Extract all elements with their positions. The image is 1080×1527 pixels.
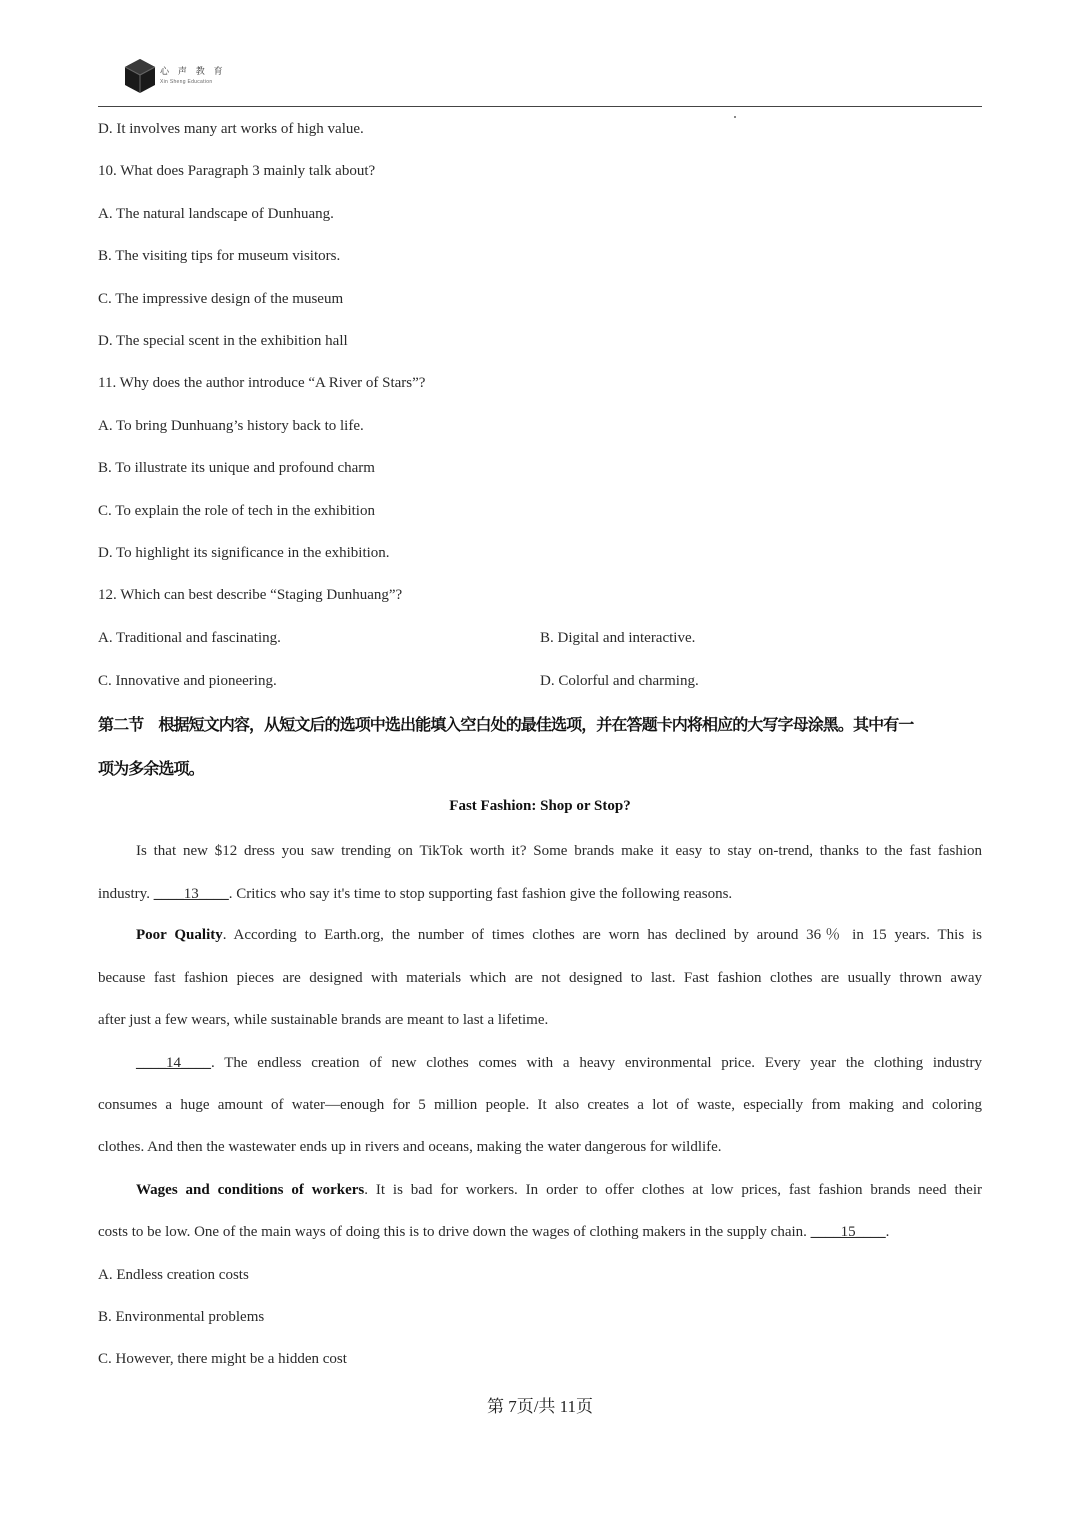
p4-heading: Wages and conditions of workers [136,1182,365,1198]
p1-line2 [98,884,732,904]
p3-line3: clothes. And then the wastewater ends up in rivers and oceans, making the water dangerous for wildlife. [98,1139,722,1155]
p4-line1 [136,1180,982,1200]
q10-question: 10. What does Paragraph 3 mainly talk about? [98,163,376,179]
logo-subtitle: Xin Sheng Education [160,79,213,85]
p1-line1: Is that new $12 dress you saw trending on TikTok worth it? Some brands make it easy to stay on-trend, thanks to the fast fashion [136,843,982,859]
logo-text: 心 声 教 育 [160,67,226,77]
q9-option-d: D. It involves many art works of high value. [98,121,364,137]
logo-cube-icon [124,58,156,94]
blank-15: ____15____ [810,1224,886,1240]
passage-option-b: B. Environmental problems [98,1309,265,1325]
blank-13: ____13____ [153,886,229,902]
q10-option-b: B. The visiting tips for museum visitors. [98,248,341,264]
q10-option-c: C. The impressive design of the museum [98,291,344,307]
blank-14: ____14____ [136,1055,211,1071]
q11-option-c: C. To explain the role of tech in the exhibition [98,503,375,519]
q12-option-b: B. Digital and interactive. [540,630,696,646]
p2-line1-rest: . According to Earth.org, the number of times clothes are worn has declined by around 36％ in 15 years. This is [222,927,983,943]
q11-option-a: A. To bring Dunhuang’s history back to life. [98,418,364,434]
p2-heading: Poor Quality [136,927,223,943]
p1-line2-pre: industry. [98,886,154,902]
q12-option-d: D. Colorful and charming. [540,673,699,689]
stray-dot [734,116,736,118]
q12-question: 12. Which can best describe “Staging Dunhuang”? [98,587,403,603]
passage-option-a: A. Endless creation costs [98,1267,249,1283]
page-header [98,52,982,107]
q11-option-b: B. To illustrate its unique and profound charm [98,460,375,476]
section2-heading-line2: 项为多余选项。 [98,759,204,778]
p1-line2-post: . Critics who say it's time to stop supporting fast fashion give the following reasons. [228,886,733,902]
passage-option-c: C. However, there might be a hidden cost [98,1351,347,1367]
p3-line2: consumes a huge amount of water—enough for 5 million people. It also creates a lot of waste, especially from making and coloring [98,1097,982,1113]
p2-line3: after just a few wears, while sustainable brands are meant to last a lifetime. [98,1012,549,1028]
p4-line2 [98,1222,889,1242]
page-number: 第 7页/共 11页 [486,1397,594,1416]
passage-title: Fast Fashion: Shop or Stop? [449,798,631,814]
q10-option-d: D. The special scent in the exhibition hall [98,333,348,349]
q11-question: 11. Why does the author introduce “A River of Stars”? [98,375,426,391]
q12-option-a: A. Traditional and fascinating. [98,630,281,646]
q10-option-a: A. The natural landscape of Dunhuang. [98,206,334,222]
p2-line1 [136,925,982,945]
q11-option-d: D. To highlight its significance in the exhibition. [98,545,390,561]
p4-line1-rest: . It is bad for workers. In order to offer clothes at low prices, fast fashion brands need their [364,1182,982,1198]
q12-option-c: C. Innovative and pioneering. [98,673,277,689]
p3-line1-rest: . The endless creation of new clothes comes with a heavy environmental price. Every year the clothing industry [211,1055,982,1071]
p2-line2: because fast fashion pieces are designed with materials which are not designed to last. Fast fashion clothes are usually thrown away [98,970,982,986]
p4-line2-post: . [885,1224,890,1240]
section2-heading-line1: 第二节 根据短文内容，从短文后的选项中选出能填入空白处的最佳选项，并在答题卡内将相应的大写字母涂黑。其中有一 [98,715,914,734]
p4-line2-pre: costs to be low. One of the main ways of doing this is to drive down the wages of clothing makers in the supply chain. [98,1224,811,1240]
p3-line1 [136,1053,982,1073]
